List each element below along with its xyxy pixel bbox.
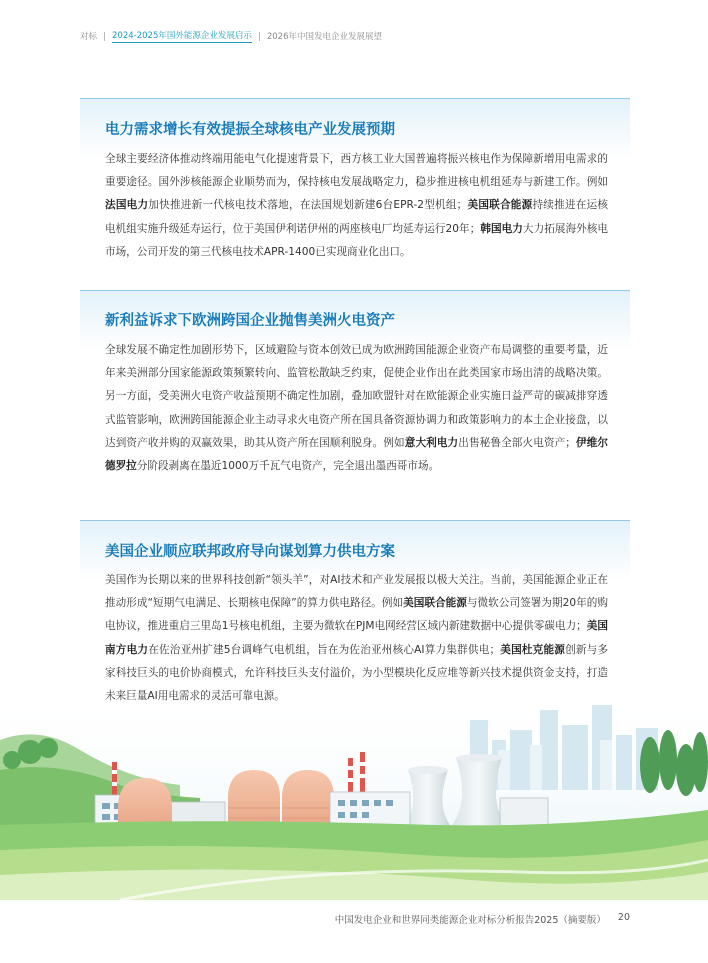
body-text: 美国作为长期以来的世界科技创新“领头羊”，对AI技术和产业发展报以极大关注。当前，美国能源企业正在推动形成“短期气电满足、长期核电保障”的算力供电路径。例如 — [105, 574, 608, 610]
section-title: 美国企业顺应联邦政府导向谋划算力供电方案 — [105, 544, 395, 560]
section-title: 电力需求增长有效提振全球核电产业发展预期 — [105, 122, 395, 138]
company-name: 意大利电力 — [404, 436, 459, 449]
body-text: 创新与多家科技巨头的电价协商模式，允许科技巨头支付溢价，为小型模块化反应堆等新兴技术提供资金支持，打造 — [105, 643, 609, 679]
breadcrumb-nav — [80, 28, 382, 44]
company-name: 美国南方电力 — [105, 620, 609, 656]
section-body — [80, 148, 630, 264]
body-text: 出售秘鲁全部火电资产； — [458, 436, 576, 449]
body-text: 大力拓展海外核电市场，公司开发的第三代核电技术APR-1400已实现商业化出口。 — [105, 222, 609, 258]
section-body — [80, 569, 630, 708]
company-name: 韩国电力 — [480, 222, 523, 235]
section-thermal-assets — [80, 290, 630, 473]
body-text: 全球主要经济体推动终端用能电气化提速背景下，西方核工业大国普遍将振兴核电作为保障新增用电需求的重要途径。国外涉核能源企业顺势而为，保持核电发展战略定力，稳步推进核电机组延寿与新建工作。例如 — [105, 153, 608, 189]
nav-separator — [104, 32, 105, 41]
nav-item-outlook[interactable]: 2026年中国发电企业发展展望 — [266, 32, 382, 42]
company-name: 美国联合能源 — [403, 597, 467, 610]
company-name: 美国联合能源 — [467, 199, 533, 212]
body-text: 加快推进新一代核电技术落地，在法国规划新建6台EPR-2型机组； — [148, 199, 468, 212]
body-text: 全球发展不确定性加剧形势下，区域避险与资本创效已成为欧洲跨国能源企业资产布局调整的重要考量，近年来美洲部分国家能源政策频繁转向、监管松散缺乏约束，促使企业作出在此类国家市场出清的战略决策。另一方面，受美洲火电资产收益预期不确定性加剧，叠加欧盟针对在欧能源企业实施日益严苛的碳减排穿透式监管影响，欧洲跨国能源企业主动寻求火电资产所在国具备资源协调力和政策影响力的本土企业接盘，以达到资产收并购的双赢效果，助其从资产所在国顺利脱身。例如 — [105, 344, 608, 449]
body-text: 与微软公司签署为期20年的购电协议，推进重启三里岛1号核电机组，主要为微软在PJM电网经营区域内新建数据中心提供零碳电力； — [105, 597, 608, 633]
report-title: 中国发电企业和世界同类能源企业对标分析报告2025（摘要版） — [334, 915, 606, 926]
nav-separator — [259, 32, 260, 41]
company-name: 伊维尔德罗拉 — [105, 436, 609, 473]
section-nuclear — [80, 98, 630, 258]
section-body — [80, 339, 630, 478]
body-text: 在佐治亚州扩建5台调峰气电机组，旨在为佐治亚州核心AI算力集群供电； — [148, 643, 501, 656]
nav-item-benchmark[interactable]: 对标 — [80, 32, 98, 42]
body-text: 分阶段剥离在墨近1000万千瓦气电资产，完全退出墨西哥市场。 — [136, 460, 440, 473]
body-text: 持续推进在运核电机组实施升级延寿运行，位于美国伊利诺伊州的两座核电厂均延寿运行20年； — [105, 199, 609, 235]
page-number: 20 — [617, 912, 630, 923]
company-name: 法国电力 — [105, 199, 149, 212]
page-footer — [335, 912, 630, 926]
section-computing-power — [80, 520, 630, 679]
section-title: 新利益诉求下欧洲跨国企业抛售美洲火电资产 — [105, 313, 395, 329]
company-name: 美国杜克能源 — [500, 643, 566, 656]
power-plant-illustration — [0, 690, 708, 900]
nav-item-foreign-enterprises[interactable]: 2024-2025年国外能源企业发展启示 — [112, 31, 252, 41]
